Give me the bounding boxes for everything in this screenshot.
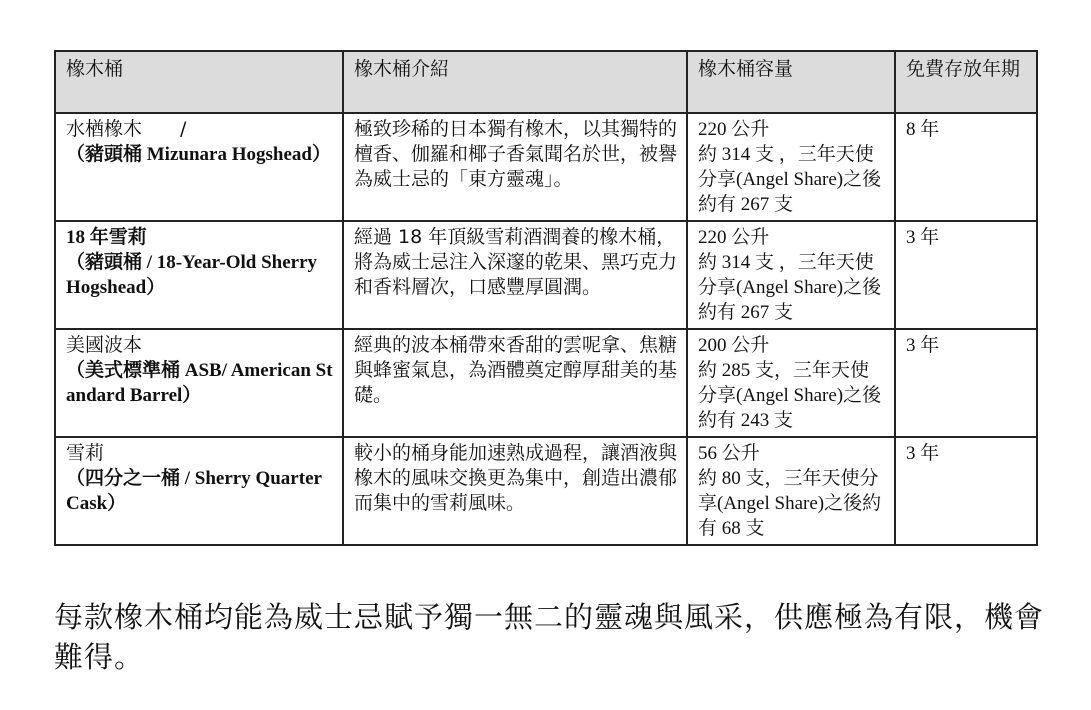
capacity-note: 約 80 支，三年天使分享(Angel Share)之後約有 68 支 — [698, 468, 882, 539]
storage-years-cell: 3 年 — [895, 329, 1037, 437]
capacity-value: 56 公升 — [698, 443, 760, 464]
cask-name-en: （四分之一桶 / Sherry Quarter Cask） — [66, 468, 322, 514]
footer-paragraph: 每款橡木桶均能為威士忌賦予獨一無二的靈魂與風采，供應極為有限，機會難得。 — [54, 600, 1045, 674]
cask-name-en: （豬頭桶 / 18-Year-Old Sherry Hogshead） — [66, 252, 318, 298]
cask-name-zh: 18 年雪莉 — [66, 227, 147, 248]
header-intro: 橡木桶介紹 — [343, 51, 687, 113]
cask-table — [54, 50, 1038, 546]
capacity-note: 約 314 支 ，三年天使分享(Angel Share)之後約有 267 支 — [698, 252, 882, 323]
cask-intro-cell: 較小的桶身能加速熟成過程，讓酒液與橡木的風味交換更為集中，創造出濃郁而集中的雪莉風味。 — [343, 437, 687, 545]
header-cask: 橡木桶 — [55, 51, 343, 113]
cask-table-container — [54, 50, 1036, 546]
table-row — [55, 329, 1037, 437]
cask-name-zh: 水楢橡木 / — [66, 118, 187, 140]
cask-name-cell — [55, 221, 343, 329]
cask-name-zh: 美國波本 — [66, 334, 143, 356]
cask-intro-cell: 極致珍稀的日本獨有橡木，以其獨特的檀香、伽羅和椰子香氣聞名於世，被譽為威士忌的「東方靈魂」。 — [343, 113, 687, 221]
cask-name-zh: 雪莉 — [66, 442, 105, 464]
cask-intro-cell: 經過 18 年頂級雪莉酒潤養的橡木桶，將為威士忌注入深邃的乾果、黑巧克力和香料層次，口感豐厚圓潤。 — [343, 221, 687, 329]
capacity-value: 220 公升 — [698, 227, 770, 248]
cask-capacity-cell — [687, 437, 895, 545]
table-row — [55, 113, 1037, 221]
cask-capacity-cell — [687, 113, 895, 221]
table-row — [55, 221, 1037, 329]
capacity-note: 約 285 支，三年天使分享(Angel Share)之後約有 243 支 — [698, 360, 882, 431]
header-storage-years: 免費存放年期 — [895, 51, 1037, 113]
cask-intro-cell: 經典的波本桶帶來香甜的雲呢拿、焦糖與蜂蜜氣息，為酒體奠定醇厚甜美的基礎。 — [343, 329, 687, 437]
cask-name-en: （豬頭桶 Mizunara Hogshead） — [66, 144, 331, 165]
storage-years-cell: 3 年 — [895, 437, 1037, 545]
capacity-value: 220 公升 — [698, 119, 770, 140]
capacity-note: 約 314 支 ，三年天使分享(Angel Share)之後約有 267 支 — [698, 144, 882, 215]
cask-name-cell — [55, 437, 343, 545]
cask-capacity-cell — [687, 329, 895, 437]
table-row — [55, 437, 1037, 545]
storage-years-cell: 3 年 — [895, 221, 1037, 329]
cask-capacity-cell — [687, 221, 895, 329]
storage-years-cell: 8 年 — [895, 113, 1037, 221]
cask-name-cell — [55, 113, 343, 221]
table-header-row — [55, 51, 1037, 113]
cask-name-cell — [55, 329, 343, 437]
capacity-value: 200 公升 — [698, 335, 770, 356]
cask-name-en: （美式標準桶 ASB/ American Standard Barrel） — [66, 360, 333, 406]
header-capacity: 橡木桶容量 — [687, 51, 895, 113]
